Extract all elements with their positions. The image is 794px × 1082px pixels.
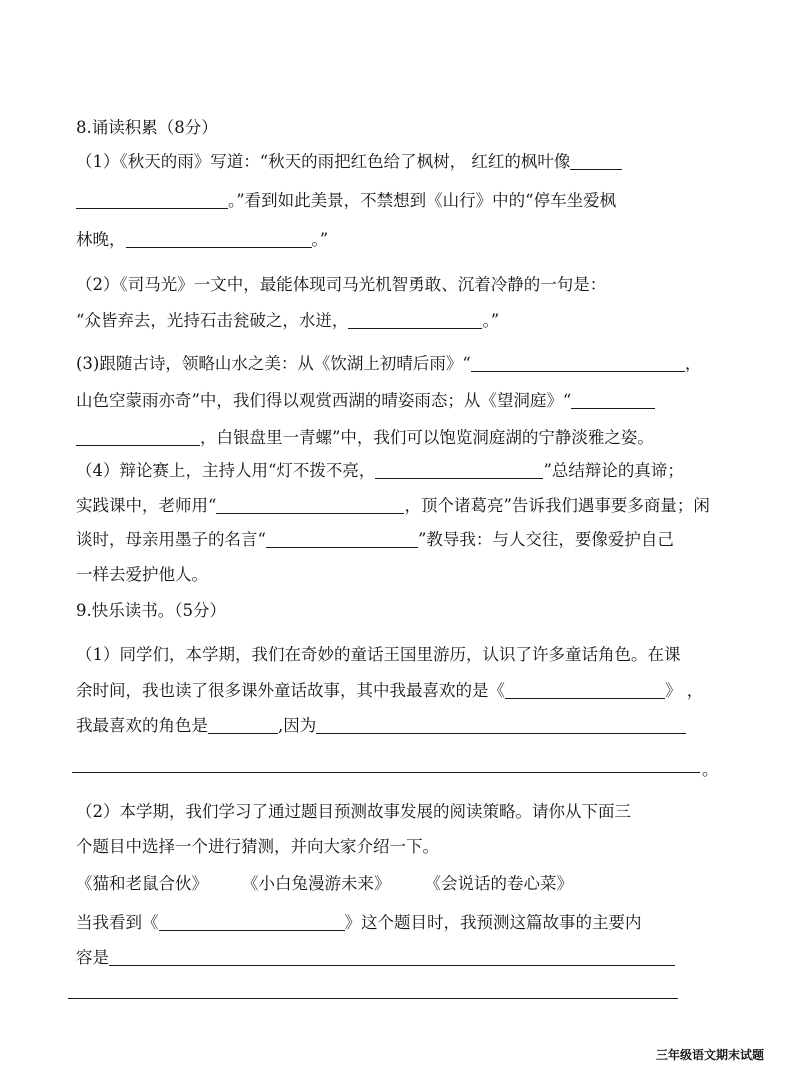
q9-2-line-d: 容是	[76, 946, 764, 970]
answer-blank[interactable]	[316, 715, 686, 734]
answer-blank[interactable]	[159, 912, 345, 931]
answer-line[interactable]	[72, 772, 700, 773]
q9-2-line-c: 当我看到《 》这个题目时，我预测这篇故事的主要内	[76, 913, 642, 932]
q8-4-line-c: 谈时，母亲用墨子的名言“ ”教导我：与人交往，要像爱护自己	[76, 530, 674, 549]
q8-2-line-b: “众皆弃去，光持石击瓮破之，水迸， 。”	[76, 311, 500, 330]
q9-1-line-b: 余时间，我也读了很多课外童话故事，其中我最喜欢的是《 》 ，	[76, 681, 704, 700]
answer-blank[interactable]	[266, 529, 418, 548]
answer-blank[interactable]	[505, 680, 665, 699]
answer-blank[interactable]	[126, 229, 312, 248]
answer-blank[interactable]	[570, 151, 622, 170]
answer-blank[interactable]	[109, 947, 675, 966]
answer-blank[interactable]	[348, 310, 482, 329]
story-title-3: 《会说话的卷心菜》	[424, 874, 573, 893]
q8-1-line-a: （1）《秋天的雨》写道：“秋天的雨把红色给了枫树， 红红的枫叶像	[76, 150, 764, 174]
story-title-2: 《小白兔漫游未来》	[242, 874, 391, 893]
q8-1-line-b: 。”看到如此美景，不禁想到《山行》中的“停车坐爱枫	[76, 189, 764, 213]
q8-3-line-c: ，白银盘里一青螺”中，我们可以饱览洞庭湖的宁静淡雅之姿。	[76, 426, 764, 450]
q9-heading: 9.快乐读书。（5分）	[76, 601, 226, 620]
answer-blank[interactable]	[208, 715, 278, 734]
answer-blank[interactable]	[76, 190, 228, 209]
q8-1-line-c: 林晚， 。”	[76, 230, 329, 249]
answer-blank[interactable]	[375, 460, 543, 479]
q8-heading: 8.诵读积累（8分）	[76, 118, 218, 137]
answer-blank[interactable]	[76, 427, 200, 446]
q9-1-line-c: 我最喜欢的角色是 ,因为	[76, 714, 764, 738]
q9-2-titles	[76, 872, 764, 896]
answer-blank[interactable]	[571, 390, 655, 409]
answer-blank[interactable]	[471, 353, 685, 372]
answer-blank[interactable]	[216, 495, 404, 514]
q8-3-line-a: (3)跟随古诗，领略山水之美：从《饮湖上初晴后雨》“ ，	[76, 354, 702, 373]
q8-4-line-d: 一样去爱护他人。	[76, 565, 208, 584]
q9-2-line-b: 个题目中选择一个进行猜测，并向大家介绍一下。	[76, 837, 439, 856]
q8-2-line-a: （2）《司马光》一文中，最能体现司马光机智勇敢、沉着冷静的一句是：	[76, 275, 607, 294]
q8-4-line-b: 实践课中，老师用“ ，顶个诸葛亮”告诉我们遇事要多商量；闲	[76, 496, 710, 515]
q8-3-line-b: 山色空蒙雨亦奇”中，我们得以观赏西湖的晴姿雨态；从《望洞庭》“	[76, 389, 764, 413]
footer-label: 三年级语文期末试题	[655, 1048, 764, 1062]
q9-1-line-d: 。	[702, 760, 719, 779]
q9-2-line-a: （2）本学期，我们学习了通过题目预测故事发展的阅读策略。请你从下面三	[76, 802, 631, 821]
q8-4-line-a: （4）辩论赛上，主持人用“灯不拨不亮， ”总结辩论的真谛；	[76, 461, 684, 480]
answer-line[interactable]	[68, 998, 678, 999]
story-title-1: 《猫和老鼠合伙》	[76, 874, 208, 893]
q9-1-line-a: （1）同学们，本学期，我们在奇妙的童话王国里游历，认识了许多童话角色。在课	[76, 645, 681, 664]
